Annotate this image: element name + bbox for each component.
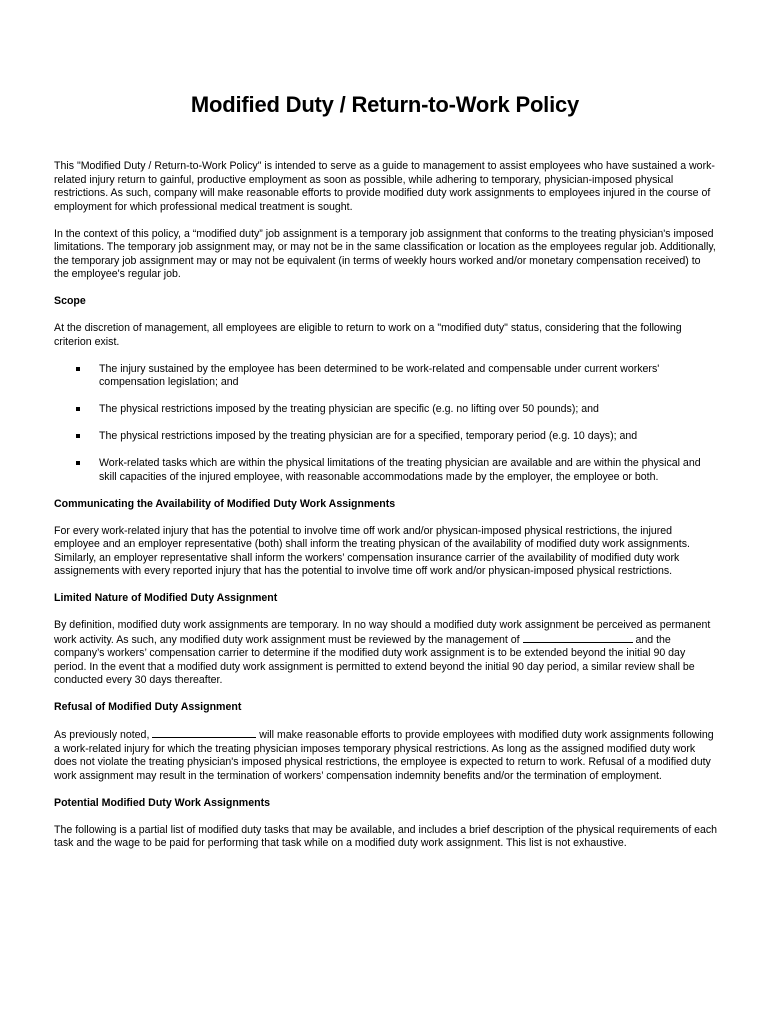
intro-paragraph-2: In the context of this policy, a “modified duty” job assignment is a temporary job assignment that conforms to the treating physician's imposed limitations. The temporary job assignment may, or may not be in the same classification or location as the employees regular job. Additionally, the temporary job assignment may or may not be equivalent (in terms of weekly hours worked and/or monetary compensation received) to the employee's regular job. (54, 227, 716, 280)
potential-assignments-heading: Potential Modified Duty Work Assignments (54, 796, 271, 809)
intro-paragraph-1: This "Modified Duty / Return-to-Work Policy" is intended to serve as a guide to management to assist employees who have sustained a work-related injury return to gainful, productive employment as soon as possible, while adhering to temporary, physician-imposed physical restrictions. As such, company will make reasonable efforts to provide modified duty work assignments to employees injured in the course of employment for which professional medical treatment is sought. (54, 160, 715, 213)
company-name-blank[interactable] (523, 633, 633, 643)
list-item: The injury sustained by the employee has been determined to be work-related and compensable under current workers' compensation legislation; and (54, 363, 718, 390)
document-body (54, 160, 718, 864)
limited-nature-heading: Limited Nature of Modified Duty Assignment (54, 592, 278, 604)
communicating-paragraph: For every work-related injury that has the potential to involve time off work and/or physican-imposed physical restrictions, the injured employee and an employer representative (both) shall inform the treating physican of the availability of modified duty work assignments. Similarly, an employer representative shall inform the workers’ compensation insurance carrier of the availability of modified duty work assignements with every reported injury that has the potential to involve time off work and/or physican-imposed physical restrictions. (54, 524, 690, 577)
potential-assignments-paragraph: The following is a partial list of modified duty tasks that may be available, and includes a brief description of the physical requirements of each task and the wage to be paid for performing that task while on a modified duty work assignment. This list is not exhaustive. (54, 823, 718, 849)
refusal-heading: Refusal of Modified Duty Assignment (54, 701, 242, 713)
list-item: The physical restrictions imposed by the treating physician are specific (e.g. no lifting over 50 pounds); and (54, 403, 718, 417)
list-item: The physical restrictions imposed by the treating physician are for a specified, temporary period (e.g. 10 days); and (54, 430, 718, 444)
bullet-icon (76, 407, 80, 411)
limited-nature-paragraph: By definition, modified duty work assignments are temporary. In no way should a modified duty work assignment be perceived as permanent work activity. As such, any modified duty work assignment must be reviewed by the management of and the company’s workers’ compensation carrier to determine if the modified duty work assignment is to be extended beyond the initial 90 day period. In the event that a modified duty work assignment is permitted to extend beyond the initial 90 day period, a similar review shall be conducted every 30 days thereafter. (54, 619, 711, 686)
communicating-heading: Communicating the Availability of Modified Duty Work Assignments (54, 497, 396, 510)
bullet-icon (76, 367, 80, 371)
list-item: Work-related tasks which are within the physical limitations of the treating physician are available and are within the physical and skill capacities of the injured employee, with reasonable accommodations made by the employer, the employee or both. (54, 457, 718, 484)
refusal-paragraph: As previously noted, will make reasonable efforts to provide employees with modified duty work assignments following a work-related injury for which the treating physician imposes temporary physical restrictions. As long as the assigned modified duty work does not violate the treating physician's imposed physical restrictions, the employee is expected to return to work. Refusal of a modified duty work assignment may result in the termination of workers’ compensation indemnity benefits and/or the termination of employment. (54, 729, 714, 782)
scope-paragraph: At the discretion of management, all employees are eligible to return to work on a "modified duty" status, considering that the following criterion exist. (54, 322, 682, 348)
document-title: Modified Duty / Return-to-Work Policy (190, 92, 580, 117)
scope-criteria-list (54, 363, 718, 485)
company-name-blank[interactable] (152, 728, 256, 738)
bullet-icon (76, 461, 80, 465)
scope-heading: Scope (54, 295, 86, 307)
bullet-icon (76, 434, 80, 438)
